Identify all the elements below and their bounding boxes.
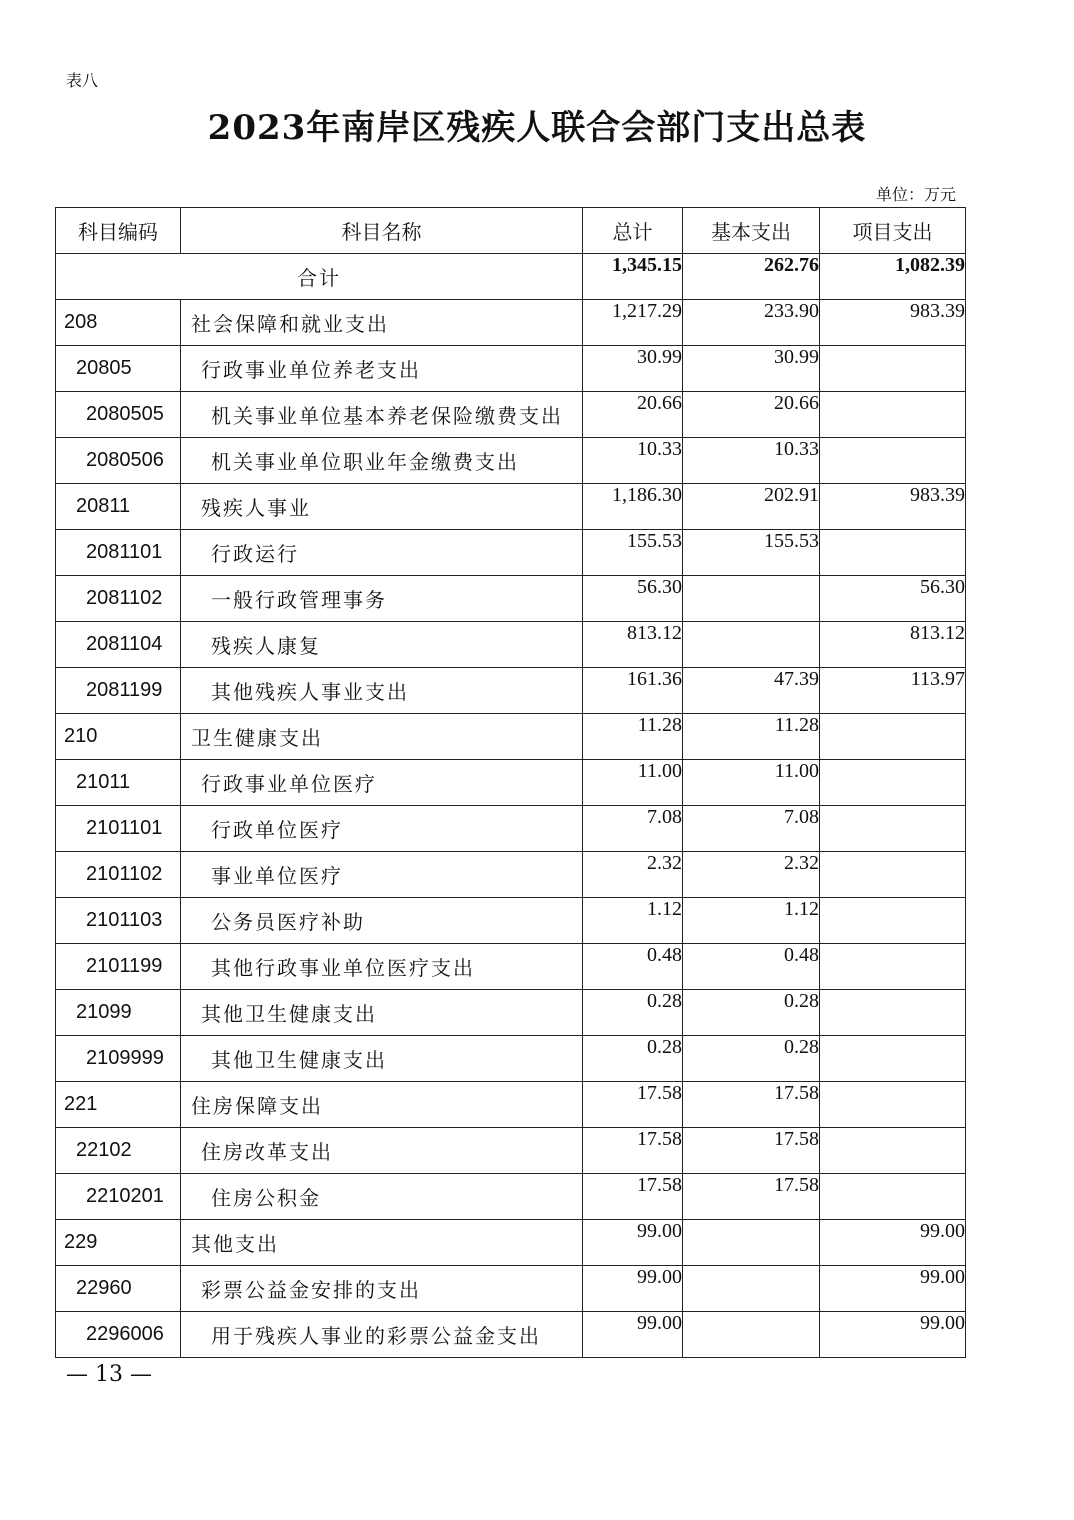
table-row bbox=[56, 346, 966, 392]
cell-name: 残疾人事业 bbox=[181, 484, 583, 530]
cell-project bbox=[820, 898, 966, 944]
cell-project bbox=[820, 392, 966, 438]
cell-name: 卫生健康支出 bbox=[181, 714, 583, 760]
table-row bbox=[56, 300, 966, 346]
cell-total: 7.08 bbox=[583, 806, 683, 852]
cell-total: 1,186.30 bbox=[583, 484, 683, 530]
cell-total: 0.28 bbox=[583, 990, 683, 1036]
cell-code: 20805 bbox=[56, 346, 181, 392]
cell-project bbox=[820, 1036, 966, 1082]
cell-project: 813.12 bbox=[820, 622, 966, 668]
cell-name: 一般行政管理事务 bbox=[181, 576, 583, 622]
table-row bbox=[56, 668, 966, 714]
cell-code: 22102 bbox=[56, 1128, 181, 1174]
total-row bbox=[56, 254, 966, 300]
header-project: 项目支出 bbox=[820, 208, 966, 254]
cell-basic bbox=[683, 1312, 820, 1358]
cell-project: 56.30 bbox=[820, 576, 966, 622]
cell-basic: 47.39 bbox=[683, 668, 820, 714]
cell-total: 17.58 bbox=[583, 1082, 683, 1128]
cell-basic bbox=[683, 622, 820, 668]
cell-name: 事业单位医疗 bbox=[181, 852, 583, 898]
page-number: — 13 — bbox=[66, 1362, 152, 1387]
header-row bbox=[56, 208, 966, 254]
cell-name: 其他卫生健康支出 bbox=[181, 990, 583, 1036]
cell-name: 行政事业单位医疗 bbox=[181, 760, 583, 806]
cell-total: 1,217.29 bbox=[583, 300, 683, 346]
cell-project: 99.00 bbox=[820, 1312, 966, 1358]
cell-basic: 11.28 bbox=[683, 714, 820, 760]
cell-project bbox=[820, 346, 966, 392]
cell-project bbox=[820, 806, 966, 852]
total-label: 合计 bbox=[56, 254, 583, 300]
table-row bbox=[56, 714, 966, 760]
cell-code: 2081199 bbox=[56, 668, 181, 714]
cell-project bbox=[820, 944, 966, 990]
cell-total: 813.12 bbox=[583, 622, 683, 668]
cell-basic: 30.99 bbox=[683, 346, 820, 392]
cell-code: 2101101 bbox=[56, 806, 181, 852]
cell-total: 56.30 bbox=[583, 576, 683, 622]
table-row bbox=[56, 438, 966, 484]
cell-code: 20811 bbox=[56, 484, 181, 530]
cell-basic: 17.58 bbox=[683, 1174, 820, 1220]
cell-total: 17.58 bbox=[583, 1128, 683, 1174]
cell-total: 0.48 bbox=[583, 944, 683, 990]
cell-project bbox=[820, 1128, 966, 1174]
table-row bbox=[56, 944, 966, 990]
table-row bbox=[56, 806, 966, 852]
cell-total: 2.32 bbox=[583, 852, 683, 898]
cell-name: 用于残疾人事业的彩票公益金支出 bbox=[181, 1312, 583, 1358]
cell-project: 983.39 bbox=[820, 484, 966, 530]
cell-code: 2081101 bbox=[56, 530, 181, 576]
table-row bbox=[56, 1036, 966, 1082]
cell-code: 22960 bbox=[56, 1266, 181, 1312]
cell-name: 社会保障和就业支出 bbox=[181, 300, 583, 346]
cell-total: 161.36 bbox=[583, 668, 683, 714]
cell-total: 1.12 bbox=[583, 898, 683, 944]
header-name: 科目名称 bbox=[181, 208, 583, 254]
cell-name: 其他行政事业单位医疗支出 bbox=[181, 944, 583, 990]
table-row bbox=[56, 1082, 966, 1128]
header-total: 总计 bbox=[583, 208, 683, 254]
cell-name: 其他残疾人事业支出 bbox=[181, 668, 583, 714]
cell-project bbox=[820, 714, 966, 760]
table-row bbox=[56, 760, 966, 806]
table-row bbox=[56, 990, 966, 1036]
cell-total: 99.00 bbox=[583, 1220, 683, 1266]
total-project: 1,082.39 bbox=[820, 254, 966, 300]
cell-name: 住房公积金 bbox=[181, 1174, 583, 1220]
cell-name: 机关事业单位职业年金缴费支出 bbox=[181, 438, 583, 484]
table-row bbox=[56, 576, 966, 622]
cell-code: 2101103 bbox=[56, 898, 181, 944]
cell-total: 0.28 bbox=[583, 1036, 683, 1082]
cell-name: 其他卫生健康支出 bbox=[181, 1036, 583, 1082]
cell-name: 行政单位医疗 bbox=[181, 806, 583, 852]
cell-basic: 10.33 bbox=[683, 438, 820, 484]
cell-code: 2080505 bbox=[56, 392, 181, 438]
cell-name: 住房保障支出 bbox=[181, 1082, 583, 1128]
cell-basic: 1.12 bbox=[683, 898, 820, 944]
cell-project bbox=[820, 990, 966, 1036]
table-label: 表八 bbox=[66, 71, 99, 90]
table-row bbox=[56, 1128, 966, 1174]
cell-code: 2296006 bbox=[56, 1312, 181, 1358]
table-row bbox=[56, 1266, 966, 1312]
cell-code: 2109999 bbox=[56, 1036, 181, 1082]
cell-project: 113.97 bbox=[820, 668, 966, 714]
cell-basic: 17.58 bbox=[683, 1082, 820, 1128]
total-total: 1,345.15 bbox=[583, 254, 683, 300]
cell-project: 983.39 bbox=[820, 300, 966, 346]
cell-project bbox=[820, 438, 966, 484]
cell-basic: 17.58 bbox=[683, 1128, 820, 1174]
table-row bbox=[56, 1312, 966, 1358]
cell-basic: 0.48 bbox=[683, 944, 820, 990]
cell-total: 10.33 bbox=[583, 438, 683, 484]
cell-project bbox=[820, 1174, 966, 1220]
cell-name: 住房改革支出 bbox=[181, 1128, 583, 1174]
cell-code: 21099 bbox=[56, 990, 181, 1036]
cell-basic bbox=[683, 576, 820, 622]
cell-total: 11.00 bbox=[583, 760, 683, 806]
cell-name: 行政运行 bbox=[181, 530, 583, 576]
unit-note: 单位：万元 bbox=[875, 185, 956, 204]
cell-project bbox=[820, 1082, 966, 1128]
table-row bbox=[56, 530, 966, 576]
cell-project bbox=[820, 760, 966, 806]
cell-basic bbox=[683, 1220, 820, 1266]
cell-name: 残疾人康复 bbox=[181, 622, 583, 668]
cell-code: 2101102 bbox=[56, 852, 181, 898]
expenditure-table bbox=[55, 207, 966, 1358]
cell-basic: 7.08 bbox=[683, 806, 820, 852]
table-row bbox=[56, 622, 966, 668]
cell-name: 彩票公益金安排的支出 bbox=[181, 1266, 583, 1312]
cell-basic: 0.28 bbox=[683, 990, 820, 1036]
cell-basic: 0.28 bbox=[683, 1036, 820, 1082]
cell-project bbox=[820, 852, 966, 898]
table-row bbox=[56, 1174, 966, 1220]
cell-total: 11.28 bbox=[583, 714, 683, 760]
cell-code: 2080506 bbox=[56, 438, 181, 484]
cell-total: 99.00 bbox=[583, 1312, 683, 1358]
cell-name: 行政事业单位养老支出 bbox=[181, 346, 583, 392]
table-row bbox=[56, 1220, 966, 1266]
cell-total: 155.53 bbox=[583, 530, 683, 576]
cell-code: 2081104 bbox=[56, 622, 181, 668]
cell-project bbox=[820, 530, 966, 576]
cell-basic bbox=[683, 1266, 820, 1312]
cell-basic: 155.53 bbox=[683, 530, 820, 576]
page-title: 2023年南岸区残疾人联合会部门支出总表 bbox=[207, 108, 867, 148]
cell-total: 30.99 bbox=[583, 346, 683, 392]
cell-code: 2081102 bbox=[56, 576, 181, 622]
table-row bbox=[56, 484, 966, 530]
cell-basic: 20.66 bbox=[683, 392, 820, 438]
cell-code: 2210201 bbox=[56, 1174, 181, 1220]
cell-basic: 233.90 bbox=[683, 300, 820, 346]
cell-basic: 11.00 bbox=[683, 760, 820, 806]
cell-name: 其他支出 bbox=[181, 1220, 583, 1266]
cell-project: 99.00 bbox=[820, 1266, 966, 1312]
cell-basic: 2.32 bbox=[683, 852, 820, 898]
table-row bbox=[56, 392, 966, 438]
table-row bbox=[56, 852, 966, 898]
cell-code: 208 bbox=[56, 300, 181, 346]
cell-total: 17.58 bbox=[583, 1174, 683, 1220]
cell-basic: 202.91 bbox=[683, 484, 820, 530]
cell-code: 221 bbox=[56, 1082, 181, 1128]
cell-code: 21011 bbox=[56, 760, 181, 806]
cell-project: 99.00 bbox=[820, 1220, 966, 1266]
cell-code: 210 bbox=[56, 714, 181, 760]
table-row bbox=[56, 898, 966, 944]
cell-code: 2101199 bbox=[56, 944, 181, 990]
total-basic: 262.76 bbox=[683, 254, 820, 300]
cell-total: 20.66 bbox=[583, 392, 683, 438]
cell-name: 公务员医疗补助 bbox=[181, 898, 583, 944]
header-code: 科目编码 bbox=[56, 208, 181, 254]
cell-name: 机关事业单位基本养老保险缴费支出 bbox=[181, 392, 583, 438]
cell-code: 229 bbox=[56, 1220, 181, 1266]
header-basic: 基本支出 bbox=[683, 208, 820, 254]
cell-total: 99.00 bbox=[583, 1266, 683, 1312]
